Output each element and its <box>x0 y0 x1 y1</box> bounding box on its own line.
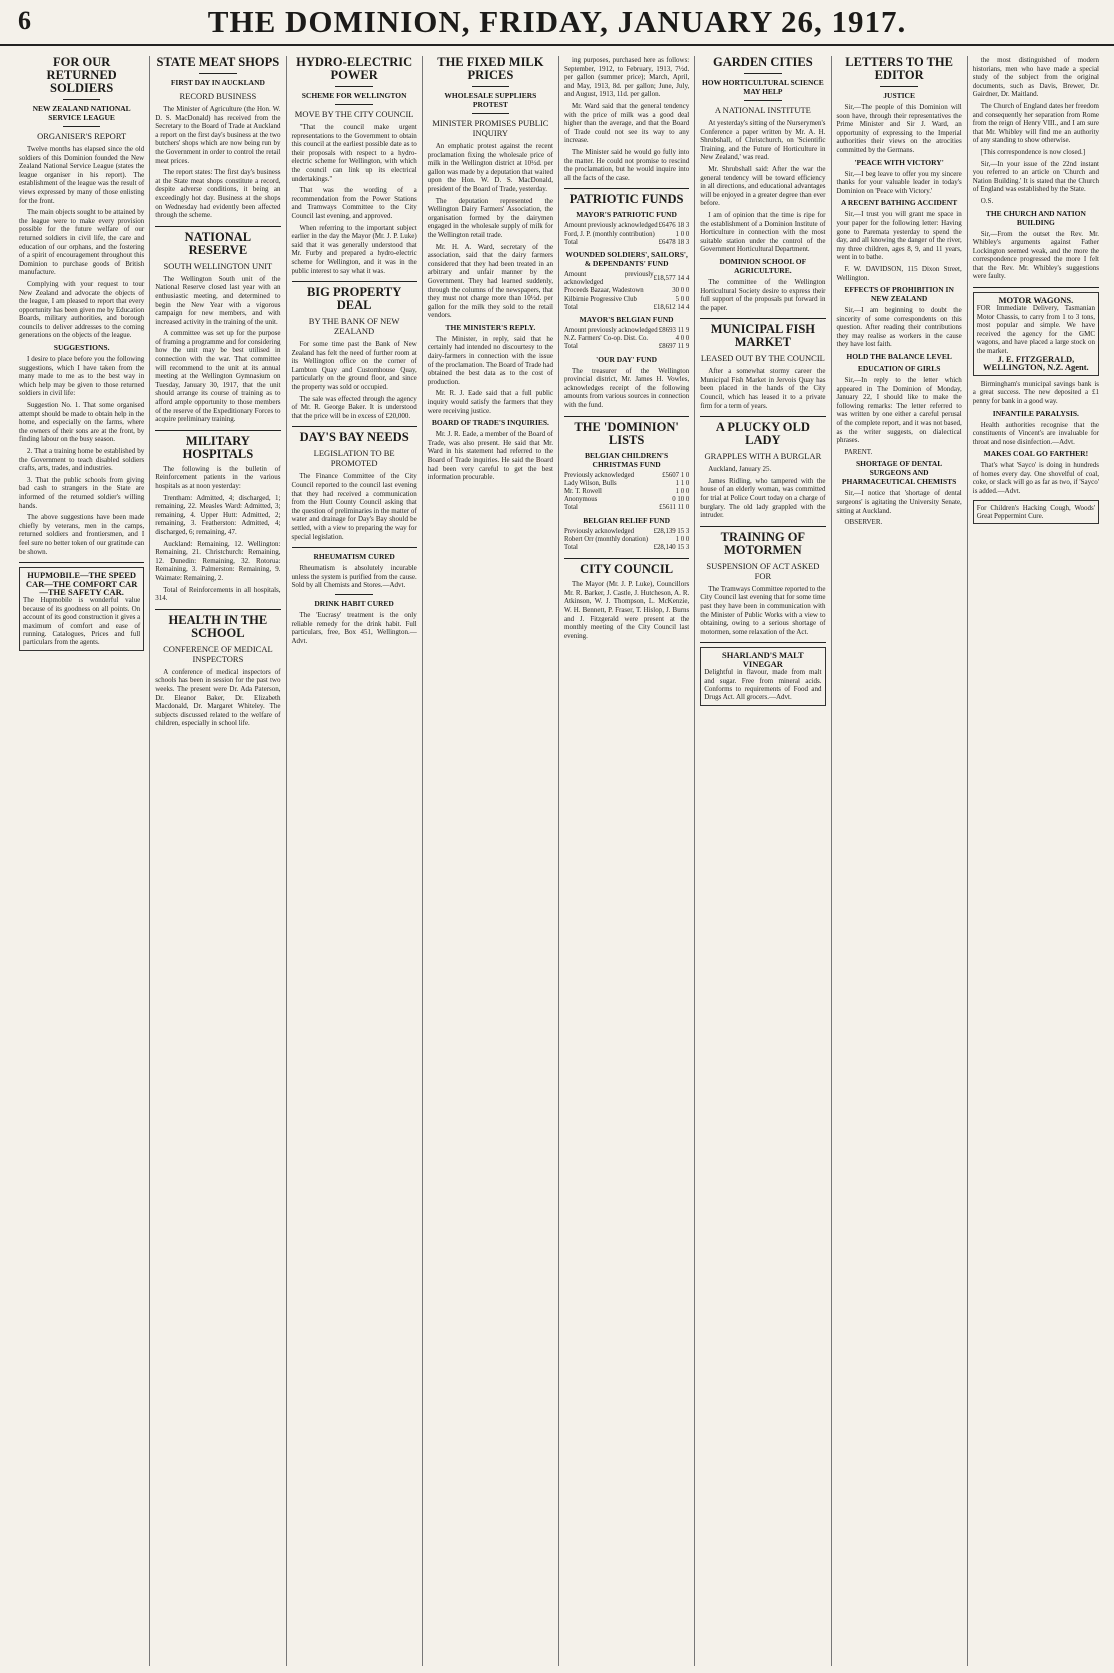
fund-row <box>564 544 689 552</box>
divider <box>155 226 280 227</box>
fund-row <box>564 231 689 239</box>
paragraph: Sir,—I trust you will grant me space in your paper for the following letter: Having gone to Paremata yesterday to spend the day, and all knowing the danger of the river, my three children, ages 8, 9, and 11 years, went in to bathe. <box>836 210 962 262</box>
paragraph: After a somewhat stormy career the Municipal Fish Market in Jervois Quay has been placed in the hands of the City Council, which has leased it to a private firm for a term of years. <box>700 367 826 410</box>
fund-row <box>564 480 689 488</box>
ad-text: FOR Immediate Delivery, Tasmanian Motor Chassis, to carry from 1 to 3 tons, most popular and simple. We have received the agency for the GMC wagons, and have placed a large stock on the market. <box>976 304 1095 355</box>
ad-text: The Hupmobile is wonderful value because of its goodness on all points. On account of its good construction it gives a maximum of comfort and ease of running. Catalogues, Prices and full particulars from the agents. <box>23 596 141 647</box>
paragraph: Auckland: Remaining, 12. Wellington: Remaining, 21. Christchurch: Remaining, 12. Dunedin: Remaining, 32. Rotorua: Remaining, 3. Palmerston: Remaining, 9. Waimate: Remaining, 2. <box>155 539 281 582</box>
fund-row <box>564 472 689 480</box>
article-subhead: BY THE BANK OF NEW ZEALAND <box>308 316 400 337</box>
fund-item: Amount previously acknowledged <box>564 222 658 230</box>
paragraph: Trentham: Admitted, 4; discharged, 1; remaining, 22. Measles Ward: Admitted, 3; remaining, 4. Upper Hutt: Admitted, 2; remaining, 3. Featherston: Admitted, 4; discharged, 6; remaining, 47. <box>155 493 281 536</box>
divider <box>744 73 782 74</box>
fund-item: Total <box>564 543 578 551</box>
paragraph: The Finance Committee of the City Council reported to the council last evening that they had received a communication from the Hutt County Council asking that the question of preliminaries in the matter of water and drainage for Day's Bay should be settled, with a view to preparing the way for special legislation. <box>291 472 417 541</box>
paragraph: The above suggestions have been made chiefly by veterans, men in the camps, returned soldiers and frontiersmen, and I feel sure no better token of our gratitude can be shown. <box>19 513 145 556</box>
ad-text: Delightful in flavour, made from malt and sugar. Free from mineral acids. Conforms to requirements of Food and Drugs Act. All grocers.—Advt. <box>704 668 822 702</box>
article-headline: NATIONAL RESERVE <box>184 229 252 257</box>
fund-item: Ford, J. P. (monthly contribution) <box>564 230 655 238</box>
column-7 <box>832 56 968 1666</box>
fund-row <box>564 335 689 343</box>
divider <box>564 188 689 189</box>
fund-row <box>564 504 689 512</box>
paragraph: The Tramways Committee reported to the City Council last evening that for some time past they have been in communication with the Minister of Public Works with a view to obtaining, owing to a serious shortage of motormen, some relaxation of the Act. <box>700 584 826 636</box>
ad-signature: J. E. FITZGERALD, WELLINGTON, N.Z. Agent. <box>983 353 1089 373</box>
paragraph: At yesterday's sitting of the Nurserymen's Conference a paper written by Mr. A. H. Shrubshall, of Christchurch, on 'Scientific Training, and the Future of Horticulture in New Zealand,' was read. <box>700 119 826 162</box>
paragraph: Sir,—I notice that 'shortage of dental surgeons' is agitating the University Senate, sitting at Auckland. <box>836 489 962 515</box>
paragraph: The main objects sought to be attained by the league were to make every provision possible for the future welfare of our returned soldiers in civil life, the care and education of our orphans, and the fostering of a spirit of encouragement throughout this Dominion to purchase goods of British manufacture. <box>19 208 145 277</box>
article-subhead: LEASED OUT BY THE COUNCIL <box>700 353 825 364</box>
paragraph: I am of opinion that the time is ripe for the establishment of a Dominion Institute of Horticulture in connection with the most suitable station under the control of the Government Horticultural Department. <box>700 210 826 254</box>
fund-amount: £6478 18 3 <box>658 238 690 246</box>
article-headline: TRAINING OF MOTORMEN <box>720 529 806 557</box>
fund-heading: 'OUR DAY' FUND <box>596 354 658 364</box>
letter-heading: 'PEACE WITH VICTORY' <box>854 157 944 167</box>
paragraph: ing purposes, purchased here as follows: September, 1912, to February, 1913, 7½d. per gallon (summer price); March, April, and May, 1913, 8d. per gallon; June, July, and August, 1913, 11d. per gallon. <box>564 56 690 99</box>
advertisement <box>973 500 1099 525</box>
advertisement <box>700 647 825 705</box>
advertisement <box>19 567 144 651</box>
fund-amount: 30 0 0 <box>672 287 690 295</box>
advertisement <box>973 292 1099 376</box>
fund-table <box>564 271 689 312</box>
divider <box>199 73 237 74</box>
newspaper-title: THE DOMINION, FRIDAY, JANUARY 26, 1917. <box>207 4 907 39</box>
paragraph: For some time past the Bank of New Zealand has felt the need of further room at its Wellington office on the corner of Lambton Quay and Customhouse Quay, particularly on the ground floor, and since the property was sold or occupied. <box>291 340 417 392</box>
fund-item: Proceeds Bazaar, Wadestown <box>564 287 644 295</box>
ad-heading: RHEUMATISM CURED <box>313 552 395 562</box>
fund-amount: £8697 11 9 <box>658 343 690 351</box>
fund-item: Total <box>564 343 578 351</box>
editor-note: [This correspondence is now closed.] <box>980 147 1086 156</box>
page-number: 6 <box>18 6 31 35</box>
divider <box>292 281 417 282</box>
fund-amount: £18,612 14 4 <box>653 303 690 311</box>
column-3 <box>287 56 423 1666</box>
section-heading: SUGGESTIONS. <box>53 343 110 353</box>
letter-heading: EDUCATION OF GIRLS <box>857 364 941 374</box>
paragraph: That's what 'Sayco' is doing in hundreds of homes every day. One shovelful of coal, coke, or slack will go as far as two, if 'Sayco' is added.—Advt. <box>972 461 1099 496</box>
divider <box>700 642 825 643</box>
fund-item: Amount previously acknowledged <box>564 270 654 287</box>
paragraph: Mr. H. A. Ward, secretary of the association, said that the dairy farmers considered that they had been treated in an arbitrary and unfair manner by the Government. They had learned suddenly, through the columns of the newspapers, that they must not charge more than 10½d. per gallon for the milk they sold to the retail vendors. <box>427 242 553 320</box>
divider <box>472 86 510 87</box>
fund-row <box>564 528 689 536</box>
paragraph: The committee of the Wellington Horticultural Society desire to express their full support of the proposals put forward in the paper. <box>700 277 826 312</box>
ad-text: The 'Eucrasy' treatment is the only reliable remedy for the drink habit. Full particulars, free, Box 451, Wellington.—Advt. <box>291 610 417 645</box>
column-4 <box>423 56 559 1666</box>
article-subhead: CONFERENCE OF MEDICAL INSPECTORS <box>163 643 273 664</box>
divider <box>335 594 373 595</box>
article-subhead: MINISTER PROMISES PUBLIC INQUIRY <box>432 118 549 138</box>
divider <box>63 126 101 127</box>
divider <box>700 526 825 527</box>
article-subhead: FIRST DAY IN AUCKLAND <box>170 78 265 87</box>
paragraph: The report states: The first day's business at the State meat shops constitute a record, despite adverse conditions, it being an exceedingly hot day. Business at the shops on Wednesday had evidently been affected through the scheme. <box>155 168 281 220</box>
fund-heading: BELGIAN RELIEF FUND <box>583 515 671 525</box>
fund-amount: £5607 1 0 <box>662 471 690 479</box>
article-headline: MUNICIPAL FISH MARKET <box>710 322 816 350</box>
divider <box>335 104 373 105</box>
article-headline: PATRIOTIC FUNDS <box>569 192 684 207</box>
fund-row <box>564 287 689 295</box>
paragraph: When referring to the important subject earlier in the day the Mayor (Mr. J. P. Luke) said that it was generally understood that Mr. Furby and prepared a hydro-electric scheme for Wellington, and it was in the public interest to say what it was. <box>291 223 417 275</box>
paragraph: Sir,—The people of this Dominion will soon have, through their representatives the Prime Minister and Sir J. Ward, an opportunity of expressing to the Imperial authorities their views on the atrocities committed by the Germans. <box>836 103 962 154</box>
paragraph: Mr. Ward said that the general tendency with the price of milk was a good deal higher than the average, and that the Board of Trade could not see its way to any increase. <box>564 101 690 145</box>
article-subhead: ORGANISER'S REPORT <box>37 131 127 141</box>
article-headline: A PLUCKY OLD LADY <box>715 420 810 448</box>
article-subhead: SCHEME FOR WELLINGTON <box>301 91 407 100</box>
article-headline: HYDRO-ELECTRIC POWER <box>296 56 413 82</box>
paragraph: James Ridling, who tampered with the house of an elderly woman, was committed for trial at Police Court today on a charge of burglary. The old lady grappled with the intruder. <box>700 476 826 520</box>
article-headline: THE 'DOMINION' LISTS <box>574 419 679 447</box>
divider <box>292 547 417 548</box>
fund-item: Previously acknowledged <box>564 527 635 535</box>
paragraph: The Minister said he would go fully into the matter. He could not promise to rescind the proclamation, but he would inquire into all the facts of the case. <box>564 147 690 182</box>
ad-heading: SHARLAND'S MALT VINEGAR <box>722 650 804 669</box>
fund-item: Mr. T. Rowell <box>564 487 602 495</box>
fund-item: Previously acknowledged <box>564 471 635 479</box>
fund-heading: MAYOR'S BELGIAN FUND <box>579 314 674 324</box>
letter-heading: THE CHURCH AND NATION BUILDING <box>985 208 1086 227</box>
fund-row <box>564 296 689 304</box>
fund-amount: 1 0 0 <box>675 230 690 238</box>
article-subhead: MOVE BY THE CITY COUNCIL <box>294 109 414 119</box>
fund-row <box>564 271 689 287</box>
fund-amount: £28,140 15 3 <box>653 543 690 551</box>
paragraph: "That the council make urgent representations to the Government to obtain this council at the earliest possible date as to their proposals with respect to a hydro-electric scheme for Wellington, with which the council can link up its electrical undertakings." <box>291 123 417 183</box>
section-heading: INFANTILE PARALYSIS. <box>992 408 1079 418</box>
paragraph: Mr. J. R. Eade, a member of the Board of Trade, was also present. He said that Mr. Ward in his statement had referred to the Board of Trade inquiries. He said the Board had been very careful to get the best information procurable. <box>427 430 553 482</box>
divider <box>155 430 280 431</box>
fund-amount: £18,577 14 4 <box>653 275 690 283</box>
fund-item: Total <box>564 303 578 311</box>
section-heading: DOMINION SCHOOL OF AGRICULTURE. <box>719 256 807 275</box>
article-headline: GARDEN CITIES <box>713 56 813 69</box>
article-headline: STATE MEAT SHOPS <box>156 56 280 69</box>
letter-heading: A RECENT BATHING ACCIDENT <box>841 198 958 208</box>
fund-amount: £28,139 15 3 <box>653 527 690 535</box>
fund-amount: 1 0 0 <box>675 535 690 543</box>
fund-row <box>564 239 689 247</box>
paragraph: Sir,—I beg leave to offer you my sincere thanks for your valuable leader in today's Dominion on 'Peace with Victory.' <box>836 169 962 195</box>
paragraph: The Minister, in reply, said that he certainly had intended no discourtesy to the dairy-farmers in connection with the issue of the proclamation. The Board of Trade had obtained the best data as to the cost of production. <box>427 334 553 386</box>
fund-amount: 4 0 0 <box>675 335 690 343</box>
paragraph: The following is the bulletin of Reinforcement patients in the various hospitals as at noon yesterday: <box>155 464 281 490</box>
paragraph: 2. That a training home be established by the Government to teach disabled soldiers crafts, arts, trades, and industries. <box>19 447 145 473</box>
divider <box>564 558 689 559</box>
paragraph: Health authorities recognise that the constituents of Vincent's are invaluable for throat and nose disinfection.—Advt. <box>972 420 1099 446</box>
fund-amount: 0 10 0 <box>672 496 690 504</box>
masthead <box>0 0 1114 46</box>
paragraph: An emphatic protest against the recent proclamation fixing the wholesale price of milk in the Wellington district at 10½d. per gallon was made by a deputation that waited upon the Hon. W. D. S. MacDonald, president of the Board of Trade, yesterday. <box>427 142 553 193</box>
paragraph: Complying with your request to tour New Zealand and advocate the objects of the league, I am pleased to report that every opportunity has been given me by Education Boards, military authorities, and borough councils to deliver addresses to the coming generations on the objects of the league. <box>19 279 145 340</box>
paragraph: Sir,—In reply to the letter which appeared in The Dominion of Monday, January 22, I should like to make the following remarks: The letter referred to was written by one either a careful perusal of the complete report, and it was not based, as the writer suggests, on dialectical phrases. <box>836 376 962 445</box>
fund-amount: £6476 18 3 <box>658 222 690 230</box>
divider <box>63 99 101 100</box>
fund-table <box>564 222 689 247</box>
ad-heading: MOTOR WAGONS. <box>998 295 1074 306</box>
section-heading: MAKES COAL GO FARTHER! <box>983 449 1089 459</box>
fund-amount: 1 1 0 <box>675 479 690 487</box>
ad-text: For Children's Hacking Cough, Woods' Great Peppermint Cure. <box>976 503 1095 521</box>
signature: O.S. <box>980 196 994 205</box>
fund-row <box>564 343 689 351</box>
divider <box>564 416 689 417</box>
fund-row <box>564 222 689 230</box>
paragraph: The sale was effected through the agency of Mr. R. George Baker. It is understood that the price will be in excess of £20,000. <box>291 394 417 420</box>
fund-row <box>564 304 689 312</box>
article-headline: FOR OUR RETURNED SOLDIERS <box>46 56 117 95</box>
letter-heading: SHORTAGE OF DENTAL SURGEONS AND PHARMACEUTICAL CHEMISTS <box>841 459 957 487</box>
article-subhead: NEW ZEALAND NATIONAL SERVICE LEAGUE <box>32 104 131 122</box>
article-subhead: LEGISLATION TO BE PROMOTED <box>313 448 395 469</box>
letter-heading: JUSTICE <box>883 91 915 100</box>
section-heading: THE MINISTER'S REPLY. <box>445 322 536 332</box>
article-subhead: HOW HORTICULTURAL SCIENCE MAY HELP <box>701 78 824 96</box>
dateline: Auckland, January 25. <box>708 465 772 474</box>
article-headline: THE FIXED MILK PRICES <box>437 56 544 82</box>
divider <box>744 100 782 101</box>
paragraph: Sir,—In your issue of the 22nd instant you referred to an article on 'Church and Nation Building.' It is stated that the Church of England was established by the State. <box>972 159 1099 194</box>
column-grid <box>14 56 1104 1666</box>
fund-item: Lady Wilson, Bulls <box>564 479 617 487</box>
column-1 <box>14 56 150 1666</box>
paragraph: Twelve months has elapsed since the old soldiers of this Dominion founded the New Zealand National Service League (states the league organiser in his report). The establishment of the league was the result of views expressed by many of those enlisting for the front. <box>19 145 145 205</box>
fund-item: Robert Orr (monthly donation) <box>564 535 649 543</box>
paragraph: A conference of medical inspectors of schools has been in session for the past two weeks. The present were Dr. Ada Paterson, Dr. Eleanor Baker, Dr. Elizabeth Macdonald, Dr. Margaret Whiteley. The subjects discussed related to the welfare of children, especially in school life. <box>155 667 281 728</box>
column-6 <box>695 56 831 1666</box>
paragraph: Birmingham's municipal savings bank is a great success. The new deposited a £1 penny for bank in a good way. <box>972 379 1099 405</box>
article-subhead: SUSPENSION OF ACT ASKED FOR <box>706 560 820 581</box>
fund-item: N.Z. Farmers' Co-op. Dist. Co. <box>564 335 649 343</box>
paragraph: The deputation represented the Wellington Dairy Farmers' Association, the organisation formed by the dairymen engaged in the wholesale supply of milk for the Wellington retail trade. <box>427 196 553 239</box>
paragraph: Sir,—I am beginning to doubt the sincerity of some correspondents on this question. After reading their contributions they may realise as workers in the cause they have lost faith. <box>836 306 962 349</box>
fund-item: Kilbirnie Progressive Club <box>564 295 637 303</box>
divider <box>335 86 373 87</box>
fund-amount: 5 0 0 <box>675 295 690 303</box>
paragraph: 3. That the public schools from giving bad cash to strangers in the State are informed of the returned soldier's willing hands. <box>19 475 145 510</box>
paragraph: the most distinguished of modern historians, men who have made a special study of the subject from the original documents, such as Davis, Brewer, Dr. Gairdner, Dr. Maitland. <box>972 56 1099 99</box>
article-subhead: WHOLESALE SUPPLIERS PROTEST <box>444 91 537 109</box>
paragraph: A committee was set up for the purpose of framing a programme and for considering how the unit may be best utilised in connection with the war. That committee will recommend to the unit at its annual meeting at the Wellington Gymnasium on Tuesday, January 30, 1917, that the unit should arrange its course of training as to afford ample opportunity to those members of the reserve of the Expeditionary Forces to acquire preliminary training. <box>155 329 281 424</box>
fund-heading: WOUNDED SOLDIERS', SAILORS', & DEPENDANTS' FUND <box>565 249 688 268</box>
column-8 <box>968 56 1104 1666</box>
divider <box>292 426 417 427</box>
article-subhead: RECORD BUSINESS <box>179 91 257 101</box>
paragraph: Suggestion No. 1. That some organised attempt should be made to obtain help in the home, and especially on the farms, where the owners of their sons are at the front, by finding labour on the busy season. <box>19 401 145 444</box>
column-5 <box>559 56 695 1666</box>
fund-heading: MAYOR'S PATRIOTIC FUND <box>576 210 677 220</box>
divider <box>155 609 280 610</box>
fund-amount: 1 0 0 <box>675 487 690 495</box>
fund-item: Total <box>564 238 578 246</box>
signature: OBSERVER. <box>844 518 883 527</box>
fund-row <box>564 327 689 335</box>
ad-text: Rheumatism is absolutely incurable unless the system is purified from the cause. Sold by all Chemists and Stores.—Advt. <box>291 564 417 590</box>
fund-table <box>564 327 689 352</box>
fund-row <box>564 536 689 544</box>
divider <box>19 562 144 563</box>
divider <box>700 318 825 319</box>
paragraph: The Church of England dates her freedom and consequently her separation from Rome from the reign of Henry VIII., and I am sure that Mr. Whibley will find me an authority of any standing to show otherwise. <box>972 101 1099 145</box>
paragraph: Mr. R. J. Eade said that a full public inquiry would satisfy the farmers that they were receiving justice. <box>427 389 553 415</box>
article-headline: MILITARY HOSPITALS <box>182 433 254 461</box>
divider <box>700 416 825 417</box>
fund-row <box>564 496 689 504</box>
ad-heading: HUPMOBILE—THE SPEED CAR—THE COMFORT CAR—THE SAFETY CAR. <box>25 570 138 597</box>
signature: PARENT. <box>844 447 873 456</box>
article-subhead: SOUTH WELLINGTON UNIT <box>163 260 273 271</box>
paragraph: Mr. Shrubshall said: After the war the general tendency will be toward efficiency in all directions, and educational advantages will be enjoyed in a greater degree than ever before. <box>700 164 826 208</box>
fund-item: Amount previously acknowledged <box>564 326 658 334</box>
divider <box>472 113 510 114</box>
divider <box>880 86 918 87</box>
letter-heading: EFFECTS OF PROHIBITION IN NEW ZEALAND <box>844 285 954 304</box>
fund-heading: BELGIAN CHILDREN'S CHRISTMAS FUND <box>585 450 669 469</box>
article-subhead: A NATIONAL INSTITUTE <box>714 105 811 115</box>
fund-amount: £8693 11 9 <box>658 326 690 334</box>
paragraph: Total of Reinforcements in all hospitals, 314. <box>155 585 281 603</box>
section-heading: BOARD OF TRADE'S INQUIRIES. <box>431 418 549 428</box>
fund-item: Anonymous <box>564 496 598 504</box>
ad-heading: DRINK HABIT CURED <box>314 598 394 608</box>
fund-amount: £5611 11 0 <box>659 504 690 512</box>
column-2 <box>150 56 286 1666</box>
article-headline: BIG PROPERTY DEAL <box>306 285 402 313</box>
article-headline: HEALTH IN THE SCHOOL <box>168 612 268 640</box>
divider <box>973 287 1099 288</box>
article-headline: DAY'S BAY NEEDS <box>299 430 409 445</box>
paragraph: I desire to place before you the following suggestions, which I have taken from the many made to me as to the best way in which help may be given to those returned soldiers in civil life: <box>19 355 145 398</box>
article-headline: CITY COUNCIL <box>580 562 674 577</box>
letter-heading: HOLD THE BALANCE LEVEL <box>846 352 952 362</box>
paragraph: The Wellington South unit of the National Reserve closed last year with an enthusiastic meeting, and determined to begin the New Year with a vigorous campaign for new members, and with increased activity in the training of the unit. <box>155 274 281 326</box>
paragraph: The Mayor (Mr. J. P. Luke), Councillors Mr. R. Barker, J. Castle, J. Hutcheson, A. R. Atkinson, W. J. Thompson, L. McKenzie, W. H. Bennett, P. Fraser, T. Hislop, J. Burns and J. Fitzgerald were present at the monthly meeting of the City Council last evening. <box>564 580 690 640</box>
article-subhead: GRAPPLES WITH A BURGLAR <box>704 451 822 462</box>
paragraph: The Minister of Agriculture (the Hon. W. D. S. MacDonald) has received from the Secretary to the Board of Trade at Auckland a report on the first day's business at the two butchers' shops which are now being run by the Government in order to control the retail meat prices. <box>155 105 281 165</box>
paragraph: Sir,—From the outset the Rev. Mr. Whibley's arguments against Father Lockington seemed weak, and the more the correspondence progressed the more I felt that the Rev. Mr. Whibley's suggestions were faulty. <box>972 229 1099 281</box>
signature: F. W. DAVIDSON, 115 Dixon Street, Wellington. <box>836 264 962 282</box>
fund-table <box>564 472 689 513</box>
fund-item: Total <box>564 504 578 512</box>
paragraph: That was the wording of a recommendation from the Power Stations and Tramways Committee to the City Council last evening, and approved. <box>291 186 417 220</box>
fund-table <box>564 528 689 553</box>
paragraph: The treasurer of the Wellington provincial district, Mr. James H. Vowles, acknowledges receipt of the following amounts from various sources in connection with the fund. <box>564 366 690 409</box>
fund-row <box>564 488 689 496</box>
article-headline: LETTERS TO THE EDITOR <box>845 56 953 82</box>
